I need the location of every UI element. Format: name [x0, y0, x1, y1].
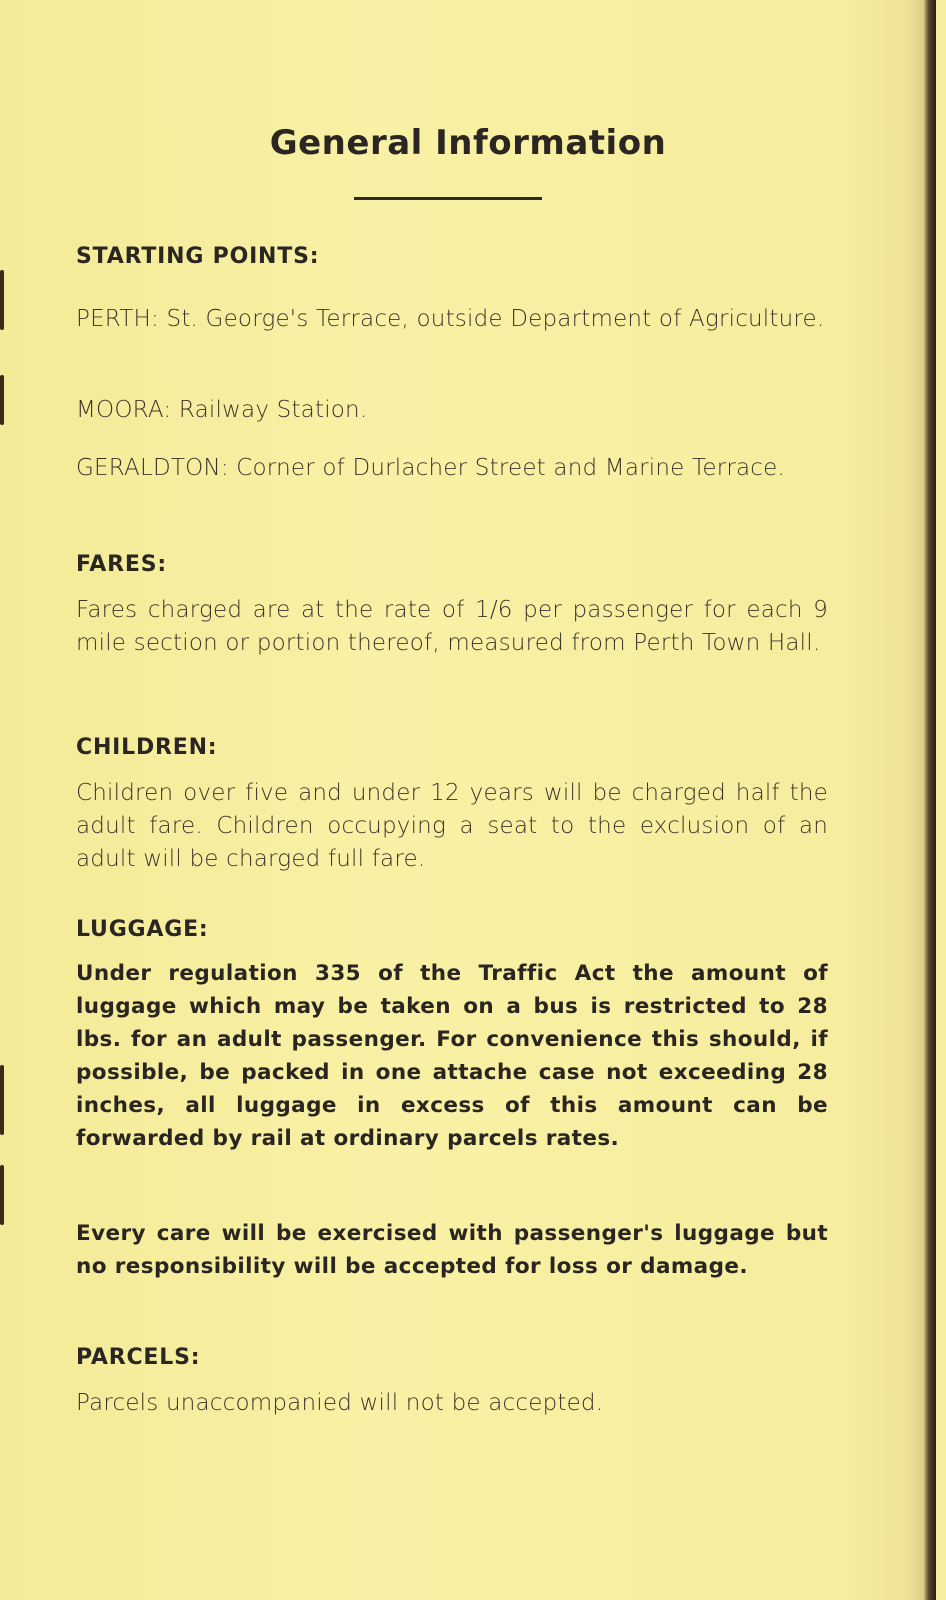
section-parcels	[76, 1345, 828, 1370]
luggage-regulation-text: Under regulation 335 of the Traffic Act the amount of luggage which may be taken on a bus is restricted to 28 lbs. for an adult passenger. For convenience this should, if possible, be packed in one attache case not exceeding 28 inches, all luggage in excess of this amount can be forwarded by rail at ordinary parcels rates.	[76, 961, 828, 1151]
luggage-care-text: Every care will be exercised with passenger's luggage but no responsibility will be accepted for loss or damage.	[76, 1221, 828, 1279]
fares-text-block	[76, 594, 828, 660]
binding-mark	[0, 375, 4, 425]
page-title: General Information	[269, 122, 667, 163]
section-heading: CHILDREN:	[76, 735, 218, 760]
starting-point-text: GERALDTON: Corner of Durlacher Street and Marine Terrace.	[76, 455, 786, 481]
parcels-text: Parcels unaccompanied will not be accepted.	[76, 1390, 604, 1416]
starting-point-moora	[76, 394, 828, 427]
binding-mark	[0, 270, 4, 330]
section-fares	[76, 552, 828, 577]
binding-mark	[0, 1165, 4, 1225]
title-divider	[354, 197, 542, 200]
luggage-care-block	[76, 1217, 828, 1283]
binding-mark	[0, 1065, 4, 1135]
starting-point-text: MOORA: Railway Station.	[76, 397, 368, 423]
section-heading: STARTING POINTS:	[76, 244, 320, 269]
starting-point-perth	[76, 303, 828, 336]
fares-text: Fares charged are at the rate of 1/6 per passenger for each 9 mile section or portion thereof, measured from Perth Town Hall.	[76, 597, 828, 656]
luggage-text-block	[76, 957, 828, 1155]
section-starting-points	[76, 244, 828, 269]
parcels-text-block	[76, 1387, 828, 1420]
starting-point-geraldton	[76, 452, 828, 485]
section-children	[76, 735, 828, 760]
page-edge	[924, 0, 936, 1600]
children-text-block	[76, 777, 828, 876]
starting-point-text: PERTH: St. George's Terrace, outside Department of Agriculture.	[76, 306, 825, 332]
section-heading: LUGGAGE:	[76, 917, 209, 942]
section-heading: PARCELS:	[76, 1345, 201, 1370]
children-text: Children over five and under 12 years will be charged half the adult fare. Children occupying a seat to the exclusion of an adult will be charged full fare.	[76, 780, 828, 872]
section-heading: FARES:	[76, 552, 167, 577]
section-luggage	[76, 917, 828, 942]
